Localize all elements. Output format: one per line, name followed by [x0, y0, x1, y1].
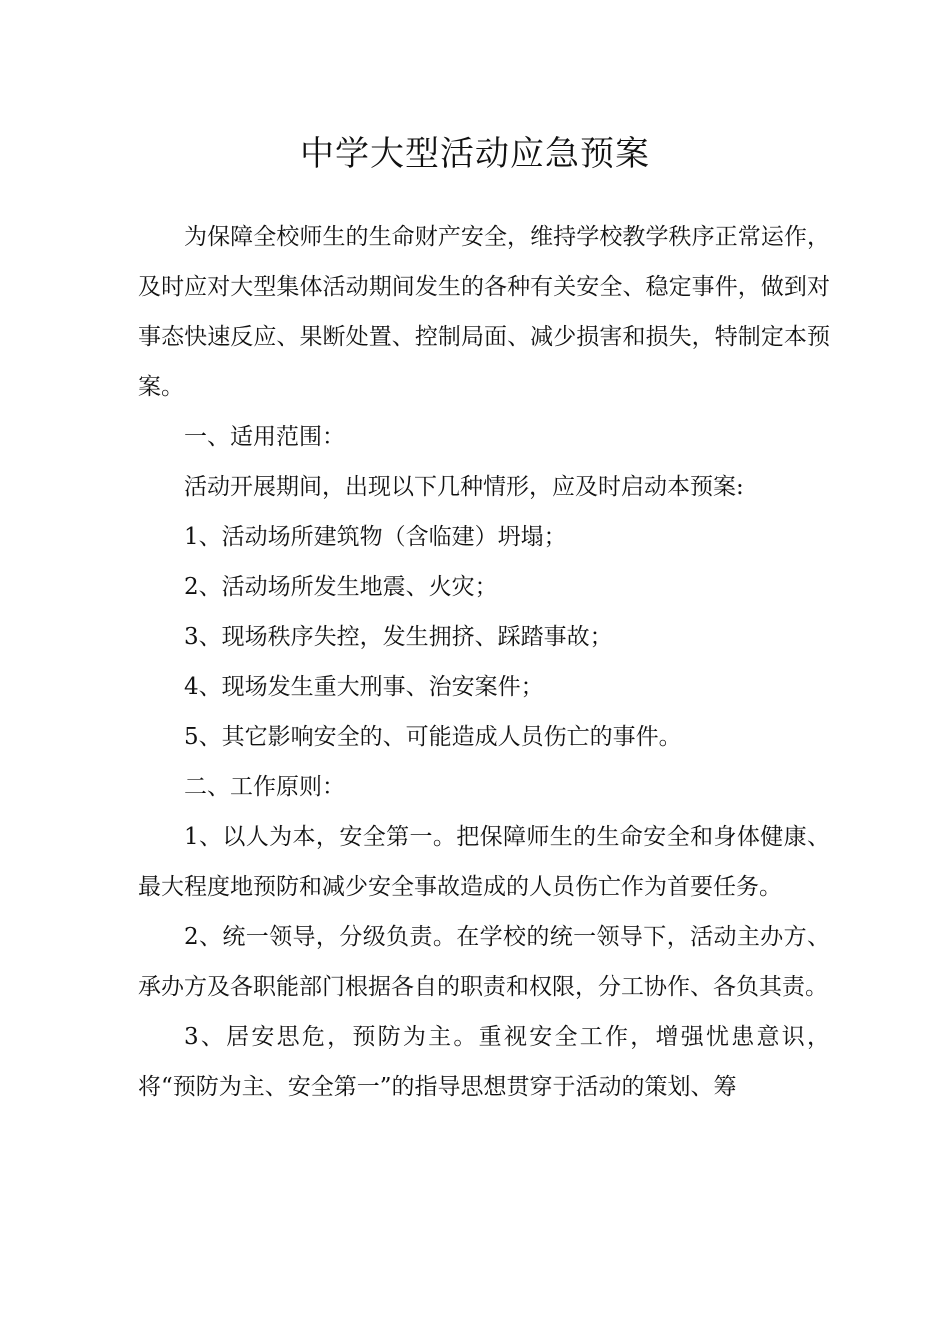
paragraph-intro: 为保障全校师生的生命财产安全，维持学校教学秩序正常运作，及时应对大型集体活动期间发生的各种有关安全、稳定事件，做到对事态快速反应、果断处置、控制局面、减少损害和损失，特制定本预案。	[138, 224, 830, 400]
principle-paragraph-3: 3、居安思危，预防为主。重视安全工作，增强忧患意识，将“预防为主、安全第一”的指导思想贯穿于活动的策划、筹	[138, 1024, 830, 1100]
principle-paragraph-1: 1、以人为本，安全第一。把保障师生的生命安全和身体健康、最大程度地预防和减少安全事故造成的人员伤亡作为首要任务。	[138, 824, 830, 900]
section-heading-principles: 二、工作原则：	[184, 774, 345, 800]
list-item-scope-5: 5、其它影响安全的、可能造成人员伤亡的事件。	[184, 724, 682, 750]
list-item-scope-1: 1、活动场所建筑物（含临建）坍塌；	[184, 524, 567, 550]
list-item-scope-4: 4、现场发生重大刑事、治安案件；	[184, 674, 544, 700]
principle-paragraph-2: 2、统一领导，分级负责。在学校的统一领导下，活动主办方、承办方及各职能部门根据各自的职责和权限，分工协作、各负其责。	[138, 924, 830, 1000]
document-body	[138, 212, 830, 1112]
paragraph-scope-intro: 活动开展期间，出现以下几种情形，应及时启动本预案:	[184, 474, 744, 500]
list-item-scope-2: 2、活动场所发生地震、火灾；	[184, 574, 498, 600]
section-heading-scope: 一、适用范围：	[184, 424, 345, 450]
document-title: 中学大型活动应急预案	[300, 134, 650, 174]
list-item-scope-3: 3、现场秩序失控，发生拥挤、踩踏事故；	[184, 624, 613, 650]
